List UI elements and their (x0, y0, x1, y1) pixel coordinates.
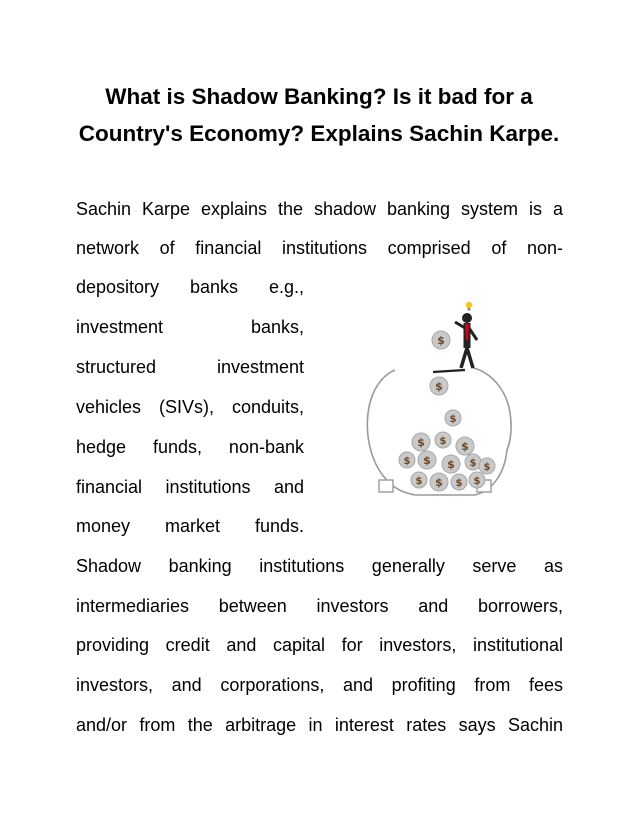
dollar-sign-icon: $ (483, 462, 491, 473)
dollar-sign-icon: $ (423, 454, 431, 467)
dollar-sign-icon: $ (455, 478, 463, 489)
body-line-5: structured investment (76, 357, 304, 377)
dollar-sign-icon: $ (447, 458, 455, 471)
businessman-figure (455, 313, 477, 368)
body-line-9: money market funds. (76, 516, 304, 536)
body-line-1: Sachin Karpe explains the shadow banking system is a (76, 199, 563, 219)
dollar-sign-icon: $ (469, 458, 477, 469)
dollar-sign-icon: $ (435, 476, 443, 489)
body-line-2: network of financial institutions comprised of non- (76, 238, 563, 258)
light-bulb-icon (466, 302, 472, 311)
body-line-3: depository banks e.g., (76, 277, 304, 297)
dollar-sign-icon: $ (417, 436, 425, 449)
body-line-13: investors, and corporations, and profiting from fees (76, 675, 563, 695)
title-line-1: What is Shadow Banking? Is it bad for a (105, 84, 533, 109)
dollar-sign-icon: $ (473, 476, 481, 487)
body-line-11: intermediaries between investors and borrowers, (76, 596, 563, 616)
dollar-sign-icon: $ (403, 456, 411, 467)
body-line-10: Shadow banking institutions generally serve as (76, 556, 563, 576)
dollar-sign-icon: $ (439, 436, 447, 447)
body-line-12: providing credit and capital for investors, institutional (76, 635, 563, 655)
dollar-sign-icon: $ (435, 380, 443, 393)
body-line-7: hedge funds, non-bank (76, 437, 304, 457)
piggy-leg-icon (379, 480, 393, 492)
dollar-sign-icon: $ (461, 440, 469, 453)
body-line-4: investment banks, (76, 317, 304, 337)
body-line-6: vehicles (SIVs), conduits, (76, 397, 304, 417)
dollar-sign-icon: $ (415, 476, 423, 487)
title-line-2: Country's Economy? Explains Sachin Karpe. (78, 121, 560, 146)
body-line-8: financial institutions and (76, 477, 304, 497)
dollar-sign-icon: $ (449, 414, 457, 425)
piggy-bank-illustration (355, 300, 515, 510)
body-line-14: and/or from the arbitrage in interest rates says Sachin (76, 715, 563, 735)
dollar-sign-icon: $ (437, 334, 445, 347)
document-title (60, 78, 578, 152)
